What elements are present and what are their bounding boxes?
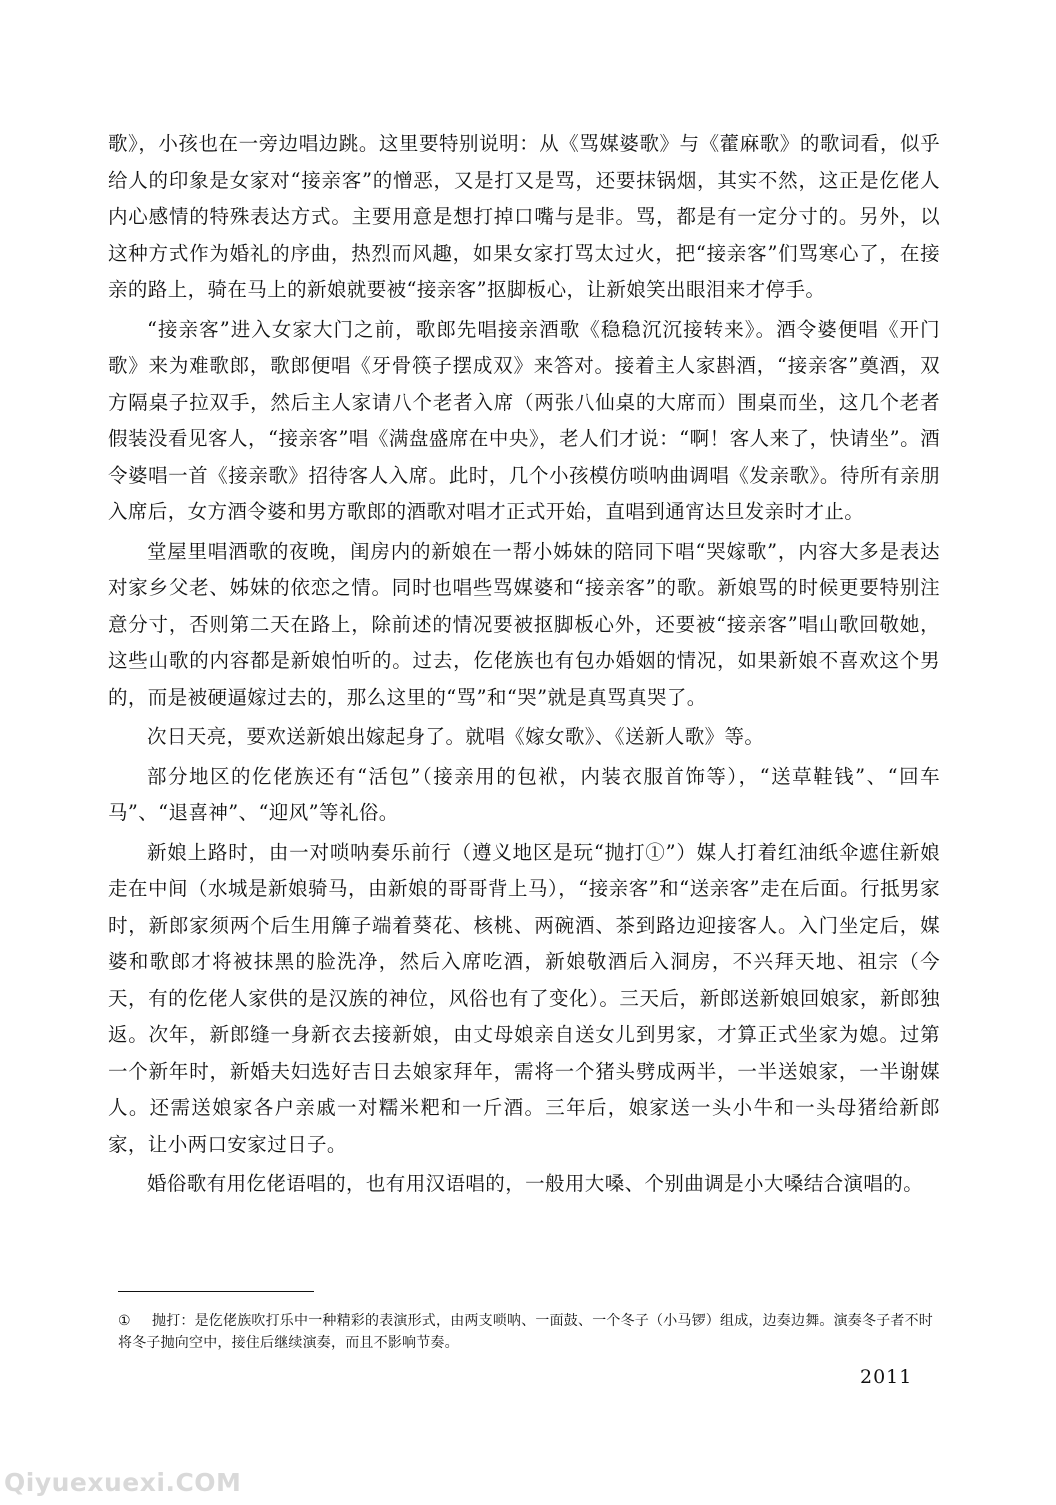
footnote (118, 1310, 938, 1354)
site-watermark: Qiyuexuexi.COM (4, 1468, 242, 1497)
paragraph-5: 部分地区的仡佬族还有“活包”（接亲用的包袱，内装衣服首饰等），“送草鞋钱”、“回车马”、“退喜神”、“迎风”等礼俗。 (108, 764, 940, 824)
paragraph-6: 新娘上路时，由一对唢呐奏乐前行（遵义地区是玩“抛打①”）媒人打着红油纸伞遮住新娘走在中间（水城是新娘骑马，由新娘的哥哥背上马），“接亲客”和“送亲客”走在后面。行抵男家时，新郎家须两个后生用簰子端着葵花、核桃、两碗酒、茶到路边迎接客人。入门坐定后，媒婆和歌郎才将被抹黑的脸洗净，然后入席吃酒，新娘敬酒后入洞房，不兴拜天地、祖宗（今天，有的仡佬人家供的是汉族的神位，风俗也有了变化）。三天后，新郎送新娘回娘家，新郎独返。次年，新郎缝一身新衣去接新娘，由丈母娘亲自送女儿到男家，才算正式坐家为媳。过第一个新年时，新婚夫妇选好吉日去娘家拜年，需将一个猪头劈成两半，一半送娘家，一半谢媒人。还需送娘家各户亲戚一对糯米粑和一斤酒。三年后，娘家送一头小牛和一头母猪给新郎家，让小两口安家过日子。 (108, 840, 940, 1156)
page-number: 2011 (860, 1366, 913, 1388)
paragraph-2: “接亲客”进入女家大门之前，歌郎先唱接亲酒歌《稳稳沉沉接转来》。酒令婆便唱《开门歌》来为难歌郎，歌郎便唱《牙骨筷子摆成双》来答对。接着主人家斟酒，“接亲客”奠酒，双方隔桌子拉双手，然后主人家请八个老者入席（两张八仙桌的大席而）围桌而坐，这几个老者假装没看见客人，“接亲客”唱《满盘盛席在中央》，老人们才说：“啊！客人来了，快请坐”。酒令婆唱一首《接亲歌》招待客人入席。此时，几个小孩模仿唢呐曲调唱《发亲歌》。待所有亲朋入席后，女方酒令婆和男方歌郎的酒歌对唱才正式开始，直唱到通宵达旦发亲时才止。 (108, 317, 940, 523)
footnote-divider (118, 1291, 314, 1292)
footnote-text: 抛打：是仡佬族吹打乐中一种精彩的表演形式，由两支唢呐、一面鼓、一个冬子（小马锣）组成，边奏边舞。演奏冬子者不时将冬子抛向空中，接住后继续演奏，而且不影响节奏。 (118, 1313, 933, 1351)
paragraph-1: 歌》，小孩也在一旁边唱边跳。这里要特别说明：从《骂媒婆歌》与《藿麻歌》的歌词看，似乎给人的印象是女家对“接亲客”的憎恶，又是打又是骂，还要抹锅烟，其实不然，这正是仡佬人内心感情的特殊表达方式。主要用意是想打掉口嘴与是非。骂，都是有一定分寸的。另外，以这种方式作为婚礼的序曲，热烈而风趣，如果女家打骂太过火，把“接亲客”们骂寒心了，在接亲的路上，骑在马上的新娘就要被“接亲客”抠脚板心，让新娘笑出眼泪来才停手。 (108, 132, 940, 301)
body-text (108, 126, 940, 1206)
paragraph-3: 堂屋里唱酒歌的夜晚，闺房内的新娘在一帮小姊妹的陪同下唱“哭嫁歌”，内容大多是表达对家乡父老、姊妹的依恋之情。同时也唱些骂媒婆和“接亲客”的歌。新娘骂的时候更要特别注意分寸，否则第二天在路上，除前述的情况要被抠脚板心外，还要被“接亲客”唱山歌回敬她，这些山歌的内容都是新娘怕听的。过去，仡佬族也有包办婚姻的情况，如果新娘不喜欢这个男的，而是被硬逼嫁过去的，那么这里的“骂”和“哭”就是真骂真哭了。 (108, 539, 940, 709)
paragraph-4: 次日天亮，要欢送新娘出嫁起身了。就唱《嫁女歌》、《送新人歌》等。 (147, 725, 765, 748)
footnote-marker: ① (118, 1313, 131, 1329)
paragraph-7: 婚俗歌有用仡佬语唱的，也有用汉语唱的，一般用大嗓、个别曲调是小大嗓结合演唱的。 (147, 1172, 924, 1195)
